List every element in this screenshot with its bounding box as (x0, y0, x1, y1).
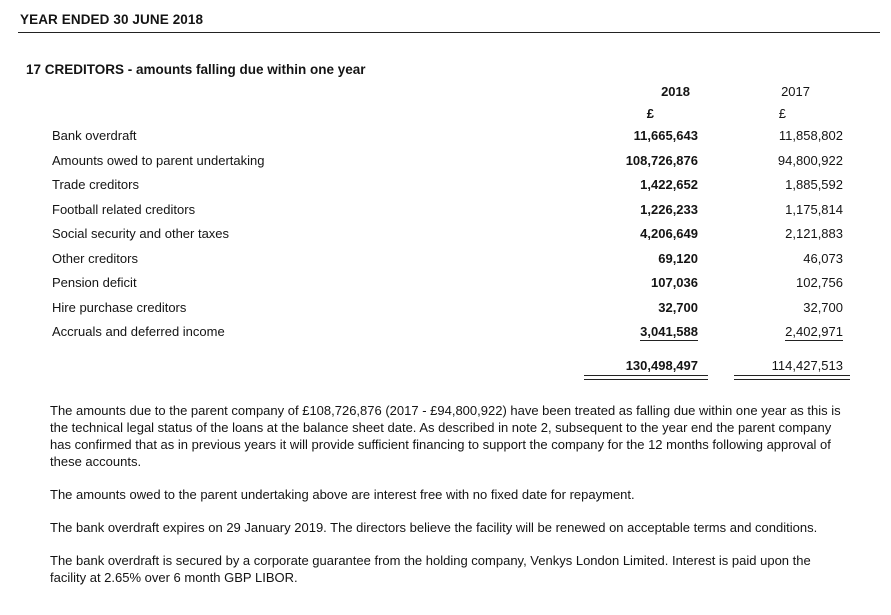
row-value-2017: 32,700 (803, 299, 843, 315)
row-label: Accruals and deferred income (52, 324, 225, 339)
row-value-2017: 1,175,814 (785, 201, 843, 217)
paragraph-interest-free: The amounts owed to the parent undertaking above are interest free with no fixed date for repayment. (50, 487, 635, 502)
row-label: Bank overdraft (52, 128, 137, 143)
row-value-2017: 46,073 (803, 250, 843, 266)
row-value-2018: 107,036 (651, 275, 698, 290)
row-value-2018: 32,700 (658, 299, 698, 315)
total-double-rule-2018 (584, 379, 708, 380)
row-label: Football related creditors (52, 201, 196, 217)
row-label: Hire purchase creditors (52, 299, 187, 315)
page-header-period: YEAR ENDED 30 JUNE 2018 (20, 12, 204, 27)
total-rule-2018 (584, 375, 708, 376)
row-value-2017: 2,121,883 (785, 226, 843, 241)
paragraph-overdraft-expiry: The bank overdraft expires on 29 January 2019. The directors believe the facility will be renewed on acceptable terms and conditions. (50, 520, 818, 535)
column-unit-2017: £ (778, 106, 786, 121)
row-value-2017: 94,800,922 (777, 152, 843, 168)
row-value-2018: 108,726,876 (625, 152, 698, 168)
note-title: 17 CREDITORS - amounts falling due within one year (26, 62, 366, 77)
row-value-2018: 1,226,233 (640, 201, 698, 217)
row-label: Social security and other taxes (52, 226, 230, 241)
row-label: Other creditors (52, 250, 138, 266)
row-label: Amounts owed to parent undertaking (52, 152, 265, 168)
row-label: Pension deficit (52, 275, 137, 290)
table-row (0, 226, 891, 251)
table-row (0, 251, 891, 276)
row-value-2018: 3,041,588 (640, 324, 698, 339)
total-double-rule-2017 (734, 379, 850, 380)
total-2018: 130,498,497 (625, 358, 698, 373)
table-row (0, 128, 891, 153)
column-unit-2018: £ (646, 106, 654, 121)
row-value-2017: 11,858,802 (778, 128, 843, 143)
table-row (0, 177, 891, 202)
table-row (0, 202, 891, 227)
row-value-2018: 4,206,649 (640, 226, 698, 241)
row-value-2017: 102,756 (796, 275, 843, 290)
table-row (0, 324, 891, 349)
total-2017: 114,427,513 (771, 358, 843, 373)
creditors-table (0, 128, 891, 349)
row-value-2017: 1,885,592 (785, 177, 843, 192)
row-value-2017: 2,402,971 (785, 324, 843, 339)
notes-text (50, 402, 850, 602)
column-header-2017: 2017 (781, 84, 810, 99)
table-row (0, 300, 891, 325)
column-header-2018: 2018 (661, 84, 690, 99)
row-value-2018: 69,120 (658, 250, 698, 266)
row-value-2018: 1,422,652 (640, 177, 698, 192)
row-value-2018: 11,665,643 (633, 128, 698, 143)
paragraph-overdraft-security: The bank overdraft is secured by a corporate guarantee from the holding company, Venkys London Limited. Interest is paid upon the facility at 2.65% over 6 month GBP LIBOR. (50, 553, 811, 585)
table-row (0, 153, 891, 178)
table-row (0, 275, 891, 300)
total-rule-2017 (734, 375, 850, 376)
row-label: Trade creditors (52, 177, 139, 192)
paragraph-parent-loans: The amounts due to the parent company of £108,726,876 (2017 - £94,800,922) have been treated as falling due within one year as this is the technical legal status of the loans at the balance sheet date. As described in note 2, subsequent to the year end the parent company has confirmed that as in previous years it will provide sufficient financing to support the company for the 12 months following approval of these accounts. (50, 403, 841, 469)
header-rule (18, 32, 880, 33)
